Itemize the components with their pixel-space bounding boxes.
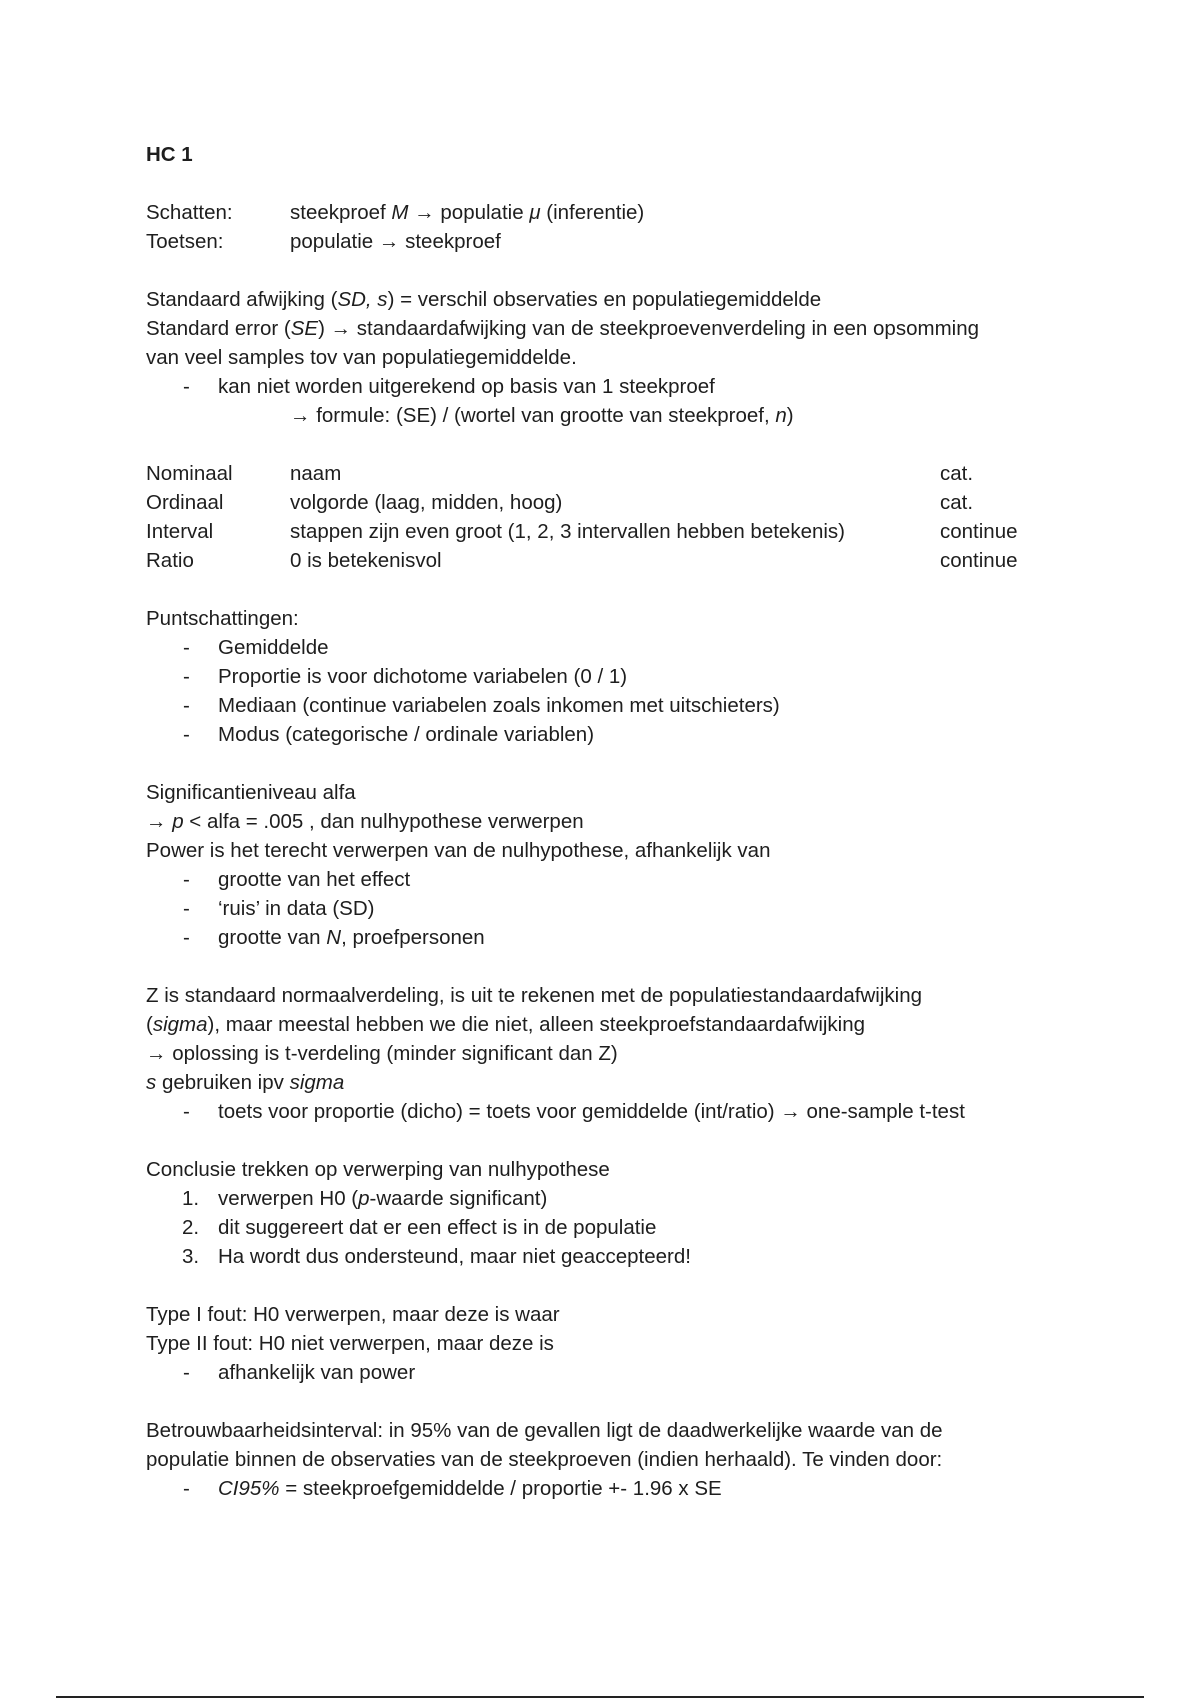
list-item: - ‘ruis’ in data (SD) (183, 897, 375, 920)
z-line-1: Z is standaard normaalverdeling, is uit te rekenen met de populatiestandaardafwijking (146, 984, 923, 1007)
type-1-line: Type I fout: H0 verwerpen, maar deze is waar (146, 1303, 560, 1326)
sig-heading: Significantieniveau alfa (146, 781, 356, 804)
list-item: - afhankelijk van power (183, 1361, 416, 1384)
z-line-4: s gebruiken ipv sigma (146, 1071, 345, 1094)
document-page (146, 140, 1076, 1503)
power-line: Power is het terecht verwerpen van de nulhypothese, afhankelijk van (146, 839, 771, 862)
list-item: - grootte van het effect (183, 868, 411, 891)
list-item: - CI95% = steekproefgemiddelde / proportie +- 1.96 x SE (183, 1477, 722, 1500)
se-bullet: - kan niet worden uitgerekend op basis van 1 steekproef (183, 375, 715, 398)
punt-heading: Puntschattingen: (146, 607, 299, 630)
se-continuation: van veel samples tov van populatiegemiddelde. (146, 346, 577, 369)
se-formula: → formule: (SE) / (wortel van grootte van steekproef, n) (290, 404, 794, 427)
numbered-item: 2. dit suggereert dat er een effect is in de populatie (182, 1216, 657, 1239)
schatten-row: Schatten: steekproef M → populatie μ (inferentie) (146, 198, 1076, 227)
list-item: - Mediaan (continue variabelen zoals inkomen met uitschieters) (183, 694, 780, 717)
level-row: Ordinaal volgorde (laag, midden, hoog) cat. (146, 491, 974, 514)
sd-line: Standaard afwijking (SD, s) = verschil observaties en populatiegemiddelde (146, 288, 822, 311)
page-bottom-divider (56, 1696, 1144, 1698)
z-line-2: (sigma), maar meestal hebben we die niet, alleen steekproefstandaardafwijking (146, 1013, 866, 1036)
toetsen-label: Toetsen: (146, 230, 224, 253)
list-item: - Proportie is voor dichotome variabelen (0 / 1) (183, 665, 628, 688)
se-line: Standard error (SE) → standaardafwijking van de steekproevenverdeling in een opsomming (146, 317, 979, 340)
list-item: - Modus (categorische / ordinale variablen) (183, 723, 595, 746)
measurement-levels-table (146, 459, 1076, 575)
ci-line-1: Betrouwbaarheidsinterval: in 95% van de gevallen ligt de daadwerkelijke waarde van de (146, 1419, 943, 1442)
toetsen-row: Toetsen: populatie → steekproef (146, 227, 1076, 256)
schatten-label: Schatten: (146, 201, 233, 224)
concl-heading: Conclusie trekken op verwerping van nulhypothese (146, 1158, 610, 1181)
list-item: - grootte van N, proefpersonen (183, 926, 485, 949)
sig-p-line: → p < alfa = .005 , dan nulhypothese verwerpen (146, 810, 584, 833)
ci-line-2: populatie binnen de observaties van de steekproeven (indien herhaald). Te vinden door: (146, 1448, 943, 1471)
level-row: Ratio 0 is betekenisvol continue (146, 549, 1018, 572)
z-line-3: → oplossing is t-verdeling (minder significant dan Z) (146, 1042, 618, 1065)
level-row: Nominaal naam cat. (146, 462, 974, 485)
numbered-item: 3. Ha wordt dus ondersteund, maar niet geaccepteerd! (182, 1245, 691, 1268)
page-title: HC 1 (146, 143, 193, 166)
numbered-item: 1. verwerpen H0 (p-waarde significant) (182, 1187, 548, 1210)
level-row: Interval stappen zijn even groot (1, 2, 3 intervallen hebben betekenis) continue (146, 520, 1018, 543)
type-2-line: Type II fout: H0 niet verwerpen, maar deze is (146, 1332, 554, 1355)
list-item: - Gemiddelde (183, 636, 329, 659)
list-item: - toets voor proportie (dicho) = toets voor gemiddelde (int/ratio) → one-sample t-test (183, 1100, 965, 1123)
